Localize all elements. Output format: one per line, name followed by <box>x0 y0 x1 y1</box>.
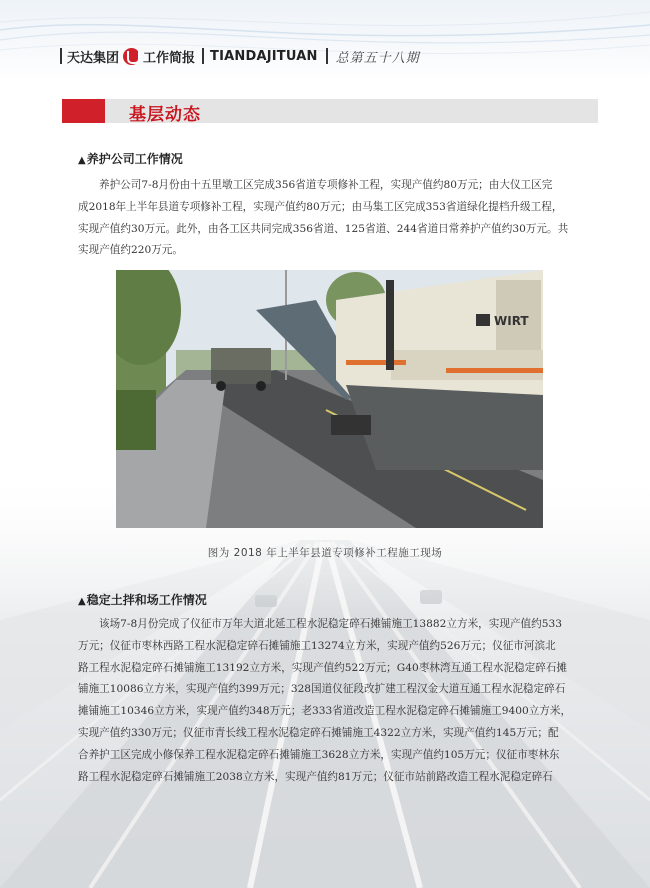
paragraph-line: 该场7-8月份完成了仪征市万年大道北延工程水泥稳定碎石摊铺施工13882立方米，实现产值约533 <box>99 618 562 630</box>
section-title: 基层动态 <box>129 105 201 125</box>
paragraph-line: 路工程水泥稳定碎石摊铺施工2038立方米，实现产值约81万元；仪征市站前路改造工程水泥稳定碎石 <box>78 770 553 783</box>
block2-heading <box>78 591 207 608</box>
paragraph-line: 实现产值约330万元；仪征市青长线工程水泥稳定碎石摊铺施工4322立方米，实现产值约145万元；配 <box>78 726 559 739</box>
block1-heading-text: 养护公司工作情况 <box>86 152 183 166</box>
divider-bar <box>202 48 204 64</box>
paragraph-line: 摊铺施工10346立方米，实现产值约348万元；老333省道改造工程水泥稳定碎石摊铺施工9400立方米， <box>78 705 572 718</box>
divider-bar <box>326 48 328 64</box>
company-logo-icon <box>123 48 140 65</box>
brand-name: 天达集团 <box>67 50 120 66</box>
block1-paragraph <box>78 175 586 262</box>
paragraph-line: 养护公司7-8月份由十五里墩工区完成356省道专项修补工程，实现产值约80万元；由大仪工区完 <box>99 179 553 191</box>
masthead <box>60 46 420 66</box>
paragraph-line: 铺施工10086立方米，实现产值约399万元；328国道仪征段改扩建工程汉金大道互通工程水泥稳定碎石 <box>78 683 566 696</box>
paragraph-line: 万元；仪征市枣林西路工程水泥稳定碎石摊铺施工13274立方米，实现产值约526万元；仪征市河滨北 <box>78 639 556 652</box>
divider-bar <box>60 48 62 64</box>
paragraph-line: 实现产值约30万元。此外，由各工区共同完成356省道、125省道、244省道日常养护产值约30万元。共 <box>78 222 569 235</box>
paragraph-line: 合养护工区完成小修保养工程水泥稳定碎石摊铺施工3628立方米，实现产值约105万元；仪征市枣林东 <box>78 748 560 761</box>
paragraph-line: 实现产值约220万元。 <box>78 244 183 257</box>
block2-heading-text: 稳定土拌和场工作情况 <box>86 593 207 607</box>
paragraph-line: 路工程水泥稳定碎石摊铺施工13192立方米，实现产值约522万元；G40枣林湾互通工程水泥稳定碎石摊 <box>78 661 568 674</box>
section-banner <box>62 99 598 123</box>
construction-site-photo <box>116 270 543 528</box>
issue-number: 总第五十八期 <box>335 50 420 66</box>
page-header <box>0 0 650 80</box>
publication-name: 工作简报 <box>143 50 196 66</box>
latin-name: TIANDAJITUAN <box>210 48 318 64</box>
block2-paragraph <box>78 614 586 788</box>
machine-brand-label: WIRT <box>494 314 529 328</box>
triangle-bullet-icon: ▲ <box>78 596 86 607</box>
section-banner-accent <box>62 99 105 123</box>
photo-caption: 图为 2018 年上半年县道专项修补工程施工现场 <box>207 547 443 559</box>
triangle-bullet-icon: ▲ <box>78 155 86 166</box>
paragraph-line: 成2018年上半年县道专项修补工程，实现产值约80万元；由马集工区完成353省道绿化提档升级工程， <box>78 200 563 213</box>
block1-heading <box>78 150 183 167</box>
header-wave-decoration <box>0 0 650 80</box>
